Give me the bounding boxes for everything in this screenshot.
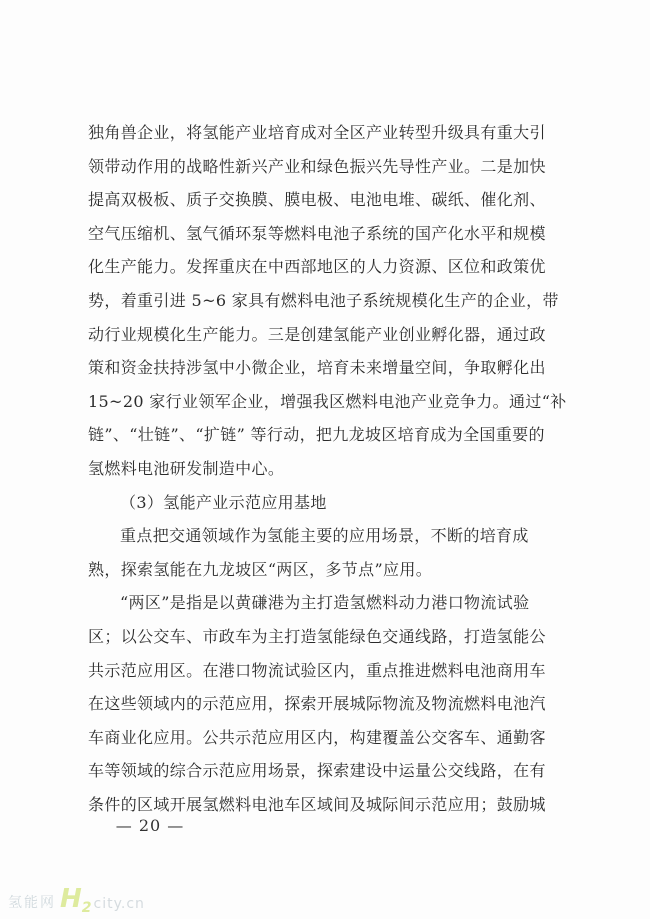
watermark-subscript: 2	[81, 900, 92, 916]
body-text	[88, 116, 568, 821]
text-line: 共示范应用区。在港口物流试验区内，重点推进燃料电池商用车	[88, 660, 546, 680]
watermark-logo	[8, 884, 145, 916]
watermark-h-letter: H	[60, 884, 82, 914]
text-line: 策和资金扶持涉氢中小微企业，培育未来增量空间，争取孵化出	[88, 358, 546, 378]
text-line: 氢燃料电池研发制造中心。	[88, 458, 285, 478]
text-line: 提高双极板、质子交换膜、膜电极、电池电堆、碳纸、催化剂、	[88, 190, 546, 210]
text-line: 势，着重引进 5~6 家具有燃料电池子系统规模化生产的企业，带	[88, 290, 559, 310]
text-line: 熟，探索氢能在九龙坡区“两区，多节点”应用。	[88, 559, 433, 579]
text-line: “两区”是指是以黄磏港为主打造氢燃料动力港口物流试验	[120, 593, 530, 613]
watermark-domain: city.cn	[93, 896, 145, 912]
text-line: 区；以公交车、市政车为主打造氢能绿色交通线路，打造氢能公	[88, 626, 546, 646]
text-line: 空气压缩机、氢气循环泵等燃料电池子系统的国产化水平和规模	[88, 223, 546, 243]
text-line: 车商业化应用。公共示范应用区内，构建覆盖公交客车、通勤客	[88, 727, 546, 747]
text-line: 车等领域的综合示范应用场景，探索建设中运量公交线路，在有	[88, 761, 546, 781]
text-line: 条件的区域开展氢燃料电池车区域间及城际间示范应用；鼓励城	[88, 794, 546, 814]
text-line: （3）氢能产业示范应用基地	[120, 492, 327, 512]
page-number: — 20 —	[115, 816, 185, 835]
text-line: 链”、“壮链”、“扩链” 等行动，把九龙坡区培育成为全国重要的	[88, 425, 545, 445]
text-line: 独角兽企业，将氢能产业培育成对全区产业转型升级具有重大引	[88, 123, 546, 142]
text-line: 在这些领域内的示范应用，探索开展城际物流及物流燃料电池汽	[88, 694, 546, 714]
text-line: 重点把交通领域作为氢能主要的应用场景，不断的培育成	[120, 526, 529, 546]
text-line: 15~20 家行业领军企业，增强我区燃料电池产业竞争力。通过“补	[88, 391, 567, 411]
text-line: 动行业规模化生产能力。三是创建氢能产业创业孵化器，通过政	[88, 324, 546, 344]
text-line: 化生产能力。发挥重庆在中西部地区的人力资源、区位和政策优	[88, 257, 546, 277]
watermark-cn-text: 氢能网	[8, 895, 56, 911]
text-line: 领带动作用的战略性新兴产业和绿色振兴先导性产业。二是加快	[88, 156, 546, 176]
